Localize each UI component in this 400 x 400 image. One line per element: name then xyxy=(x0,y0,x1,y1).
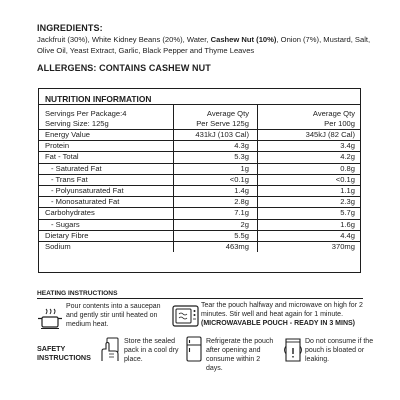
column-divider xyxy=(173,104,174,129)
table-divider xyxy=(39,104,360,105)
nutrient-per-serve: 1.4g xyxy=(234,186,249,195)
microwave-instruction xyxy=(201,301,371,328)
bloated-pouch-icon xyxy=(283,336,303,362)
column-divider xyxy=(257,129,258,140)
nutrient-per-serve: 4.3g xyxy=(234,141,249,151)
nutrient-label: - Monosaturated Fat xyxy=(51,197,120,207)
nutrition-title: NUTRITION INFORMATION xyxy=(45,94,152,104)
refrigeration-instruction: Refrigerate the pouch after opening and consume within 2 days. xyxy=(206,338,274,372)
nutrient-per-100g: 345kJ (82 Cal) xyxy=(305,130,355,139)
column-divider xyxy=(257,207,258,218)
microwave-note: (MICROWAVABLE POUCH - READY IN 3 MINS) xyxy=(201,320,356,327)
column-divider xyxy=(257,163,258,174)
storage-instruction: Store the sealed pack in a cool dry place. xyxy=(124,338,179,363)
nutrient-per-100g: 370mg xyxy=(331,242,355,251)
nutrient-label: Sodium xyxy=(45,242,71,251)
column-divider xyxy=(257,241,258,252)
nutrient-per-serve: 463mg xyxy=(225,242,249,251)
table-row xyxy=(39,140,360,151)
table-row xyxy=(39,185,360,196)
safety-instructions-title: SAFETY INSTRUCTIONS xyxy=(37,344,91,362)
nutrient-label: Dietary Fibre xyxy=(45,230,89,240)
nutrient-per-serve: 7.1g xyxy=(234,208,249,218)
nutrient-per-100g: 1.1g xyxy=(340,186,355,195)
nutrient-label: - Sugars xyxy=(51,219,80,229)
fridge-icon xyxy=(186,336,202,362)
column-divider xyxy=(257,151,258,162)
heating-instructions-title: HEATING INSTRUCTIONS xyxy=(37,290,118,297)
servings-per-package: Servings Per Package:4 xyxy=(45,109,127,118)
column-divider xyxy=(173,241,174,252)
nutrient-per-100g: 3.4g xyxy=(340,141,355,151)
table-row xyxy=(39,207,360,218)
nutrient-label: - Trans Fat xyxy=(51,174,88,184)
hand-pack-icon xyxy=(100,337,122,363)
section-divider xyxy=(37,298,363,299)
table-row xyxy=(39,230,360,241)
ingredients-text-start: Jackfruit (30%), White Kidney Beans (20%), Water, xyxy=(37,35,211,44)
nutrient-per-serve: 5.3g xyxy=(234,152,249,162)
column-divider xyxy=(257,174,258,185)
column-divider xyxy=(173,219,174,230)
column-divider xyxy=(173,207,174,218)
nutrient-per-serve: <0.1g xyxy=(229,174,249,184)
nutrient-per-100g: 4.4g xyxy=(340,230,355,240)
table-row xyxy=(39,241,360,252)
spoilage-warning: Do not consume if the pouch is bloated or leaking. xyxy=(305,338,374,363)
column-header-per-100g: Average Qty Per 100g xyxy=(312,109,355,128)
column-divider xyxy=(173,129,174,140)
table-row xyxy=(39,163,360,174)
table-row xyxy=(39,174,360,185)
nutrient-per-100g: 4.2g xyxy=(340,152,355,162)
column-divider xyxy=(173,230,174,241)
column-divider xyxy=(173,151,174,162)
column-divider xyxy=(173,174,174,185)
column-divider xyxy=(173,196,174,207)
ingredients-text xyxy=(37,35,372,56)
nutrient-per-100g: 5.7g xyxy=(340,208,355,218)
nutrient-per-100g: <0.1g xyxy=(335,174,355,184)
nutrient-label: Fat - Total xyxy=(45,152,79,162)
column-divider xyxy=(173,185,174,196)
microwave-instruction-text: Tear the pouch halfway and microwave on high for 2 minutes. Stir well and heat again for 1 minute. xyxy=(201,302,363,318)
saucepan-instruction: Pour contents into a saucepan and gently stir until heated on medium heat. xyxy=(66,303,161,328)
nutrient-per-serve: 2g xyxy=(240,219,249,229)
column-divider xyxy=(173,140,174,151)
table-row xyxy=(39,129,360,140)
column-divider xyxy=(257,219,258,230)
servings-info xyxy=(45,109,126,128)
ingredients-title: INGREDIENTS: xyxy=(37,23,103,33)
column-divider xyxy=(173,163,174,174)
nutrient-per-serve: 431kJ (103 Cal) xyxy=(195,130,249,139)
nutrient-label: - Polyunsaturated Fat xyxy=(51,186,124,195)
allergens-statement: ALLERGENS: CONTAINS CASHEW NUT xyxy=(37,63,211,73)
nutrient-per-100g: 1.6g xyxy=(340,219,355,229)
column-divider xyxy=(257,104,258,129)
nutrient-per-serve: 5.5g xyxy=(234,230,249,240)
table-row xyxy=(39,151,360,162)
nutrition-table xyxy=(38,88,361,273)
ingredients-text-end: , Onion (7%), Mustard, Salt, Olive Oil, Yeast Extract, Garlic, Black Pepper and Thyme Leaves xyxy=(37,35,371,55)
saucepan-icon xyxy=(37,308,63,330)
column-divider xyxy=(257,185,258,196)
table-row xyxy=(39,219,360,230)
nutrient-per-100g: 0.8g xyxy=(340,163,355,173)
column-divider xyxy=(257,196,258,207)
nutrient-label: Protein xyxy=(45,141,70,151)
nutrient-label: Carbohydrates xyxy=(45,208,95,218)
column-divider xyxy=(257,140,258,151)
ingredients-allergen-highlight: Cashew Nut (10%) xyxy=(210,35,277,44)
column-header-per-serve: Average Qty Per Serve 125g xyxy=(196,109,249,128)
nutrient-per-serve: 2.8g xyxy=(234,197,249,207)
microwave-icon xyxy=(172,305,199,327)
serving-size: Serving Size: 125g xyxy=(45,118,109,128)
nutrient-label: Energy Value xyxy=(45,130,91,139)
table-row xyxy=(39,196,360,207)
nutrient-per-serve: 1g xyxy=(240,163,249,173)
nutrient-label: - Saturated Fat xyxy=(51,163,102,173)
column-divider xyxy=(257,230,258,241)
nutrient-per-100g: 2.3g xyxy=(340,197,355,207)
